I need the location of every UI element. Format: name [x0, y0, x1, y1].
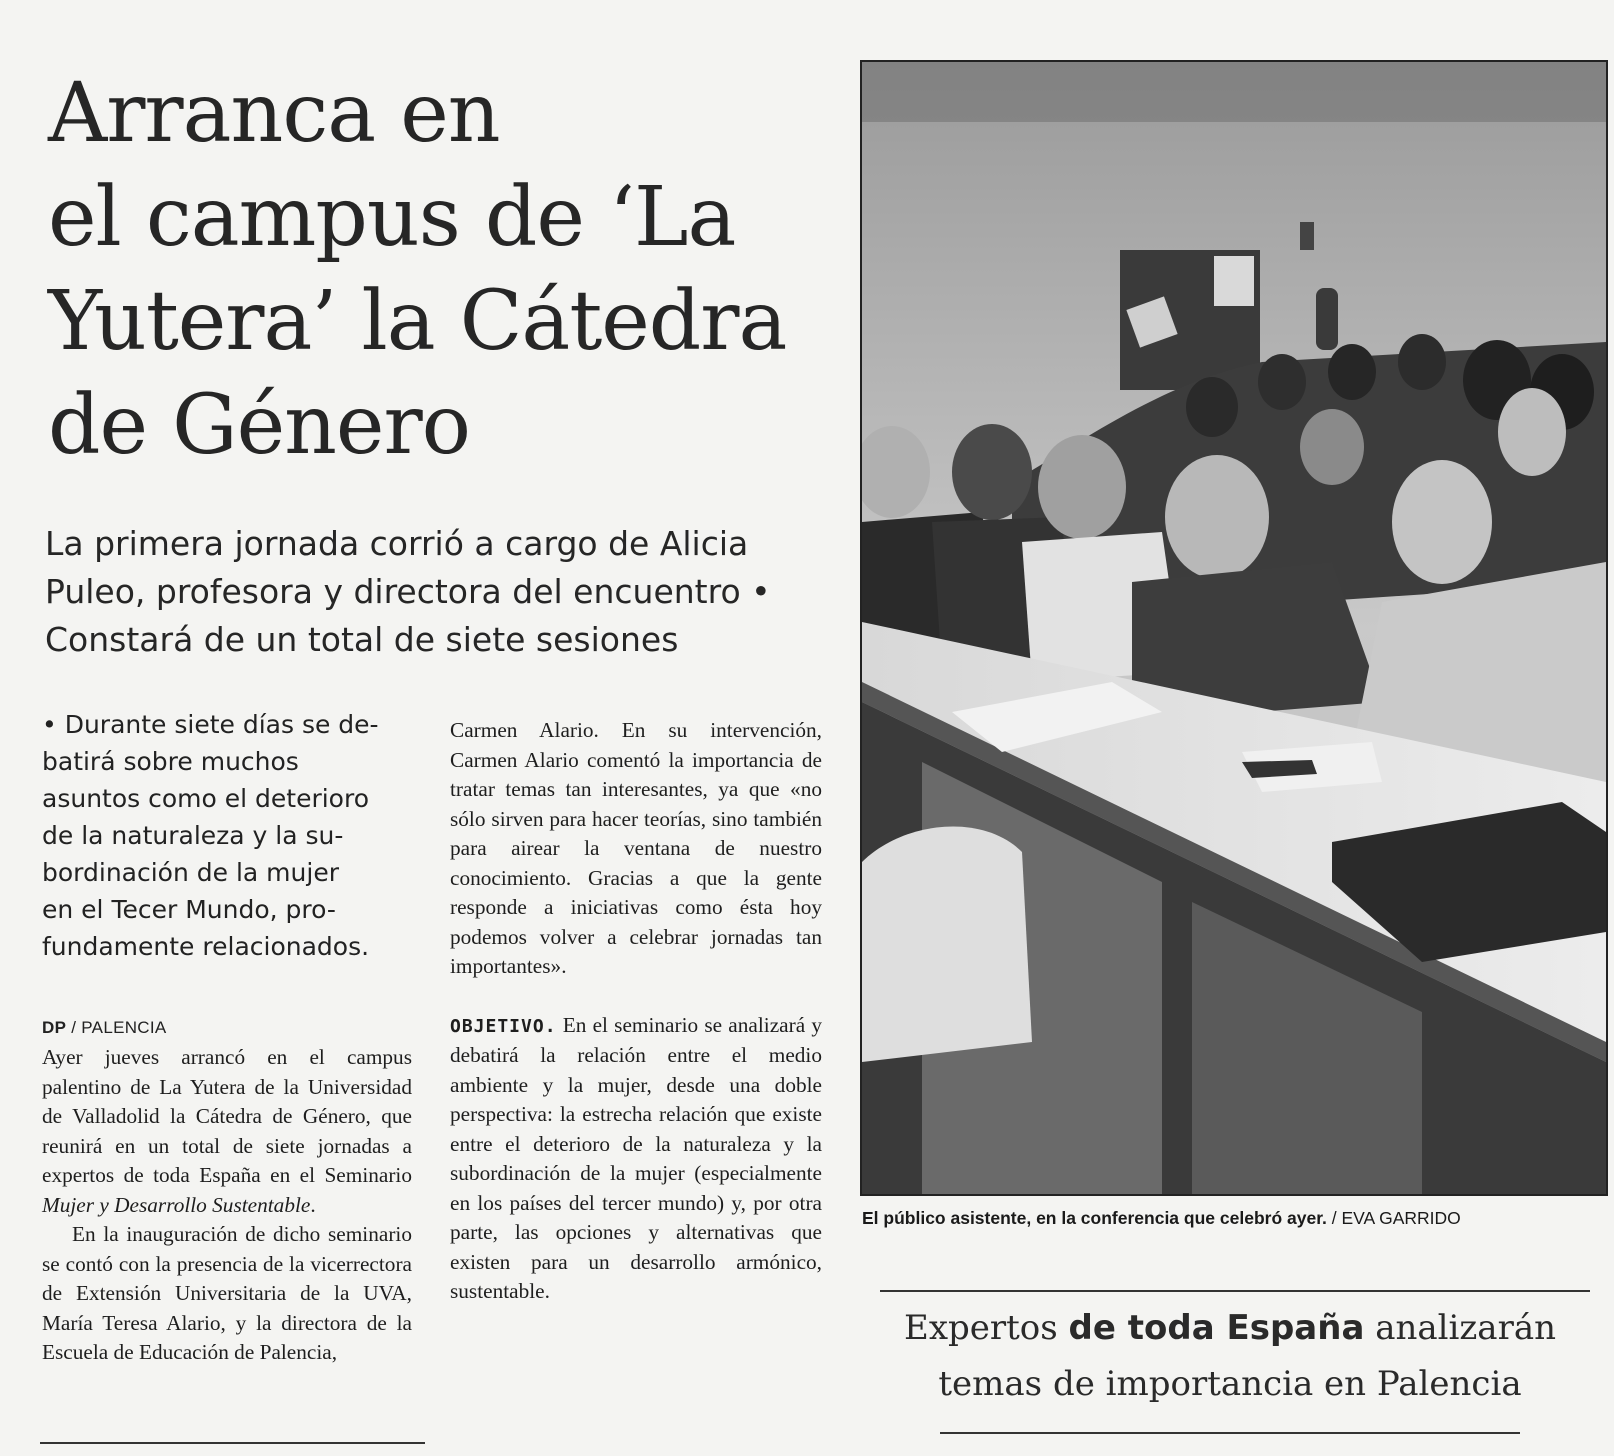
- headline-line: Yutera’ la Cátedra: [48, 274, 787, 369]
- subheadline-line: La primera jornada corrió a cargo de Alicia: [45, 524, 749, 563]
- byline-separator: /: [66, 1018, 82, 1037]
- pullquote: [880, 1300, 1580, 1412]
- bag: [862, 827, 1032, 1062]
- bottom-rule: [40, 1442, 425, 1444]
- news-photo: [860, 60, 1608, 1196]
- pullquote-text: analizarán: [1364, 1308, 1556, 1348]
- photo-credit: EVA GARRIDO: [1341, 1208, 1461, 1228]
- pullquote-rule-bottom: [940, 1432, 1520, 1434]
- body-column-1: [42, 1043, 412, 1368]
- pullquote-text: Expertos: [904, 1308, 1069, 1348]
- headline-line: el campus de ‘La: [48, 170, 736, 265]
- body-text: .: [310, 1192, 316, 1217]
- caption-separator: /: [1326, 1208, 1342, 1228]
- byline-location: PALENCIA: [81, 1018, 167, 1037]
- body-paragraph: En la inauguración de dicho seminario se contó con la presencia de la vicerrectora de Extensión Universitaria de la UVA, María Teresa Alario, y la directora de la Escuela de Educación de Palencia,: [42, 1222, 412, 1364]
- body-column-2: [450, 716, 822, 1307]
- lead-line: asuntos como el deterioro: [42, 784, 369, 813]
- fire-extinguisher: [1316, 288, 1338, 350]
- headline-line: de Género: [48, 378, 471, 473]
- headline: [48, 62, 828, 478]
- lead-line: bordinación de la mujer: [42, 858, 339, 887]
- pullquote-emphasis: de toda España: [1068, 1308, 1365, 1348]
- body-text: En el seminario se analizará y debatirá la relación entre el medio ambiente y la mujer, desde una doble perspectiva: la estrecha relación que existe entre el deterioro de la naturaleza y la subordinación de la mujer (especialmente en los países del tercer mundo) y, por otra parte, las opciones y alternativas que existen para un desarrollo armónico, sustentable.: [450, 1012, 822, 1303]
- subheadline-line: Puleo, profesora y directora del encuentro •: [45, 572, 771, 611]
- pullquote-line: [880, 1300, 1580, 1356]
- photo-illustration: [862, 62, 1606, 1194]
- byline-agency: DP: [42, 1018, 67, 1037]
- lead-line: en el Tecer Mundo, pro-: [42, 895, 336, 924]
- lead-line: fundamente relacionados.: [42, 932, 370, 961]
- lead-line: de la naturaleza y la su-: [42, 821, 344, 850]
- photo-caption: [862, 1208, 1461, 1229]
- subheadline: [45, 520, 805, 664]
- body-paragraph: [42, 1043, 412, 1220]
- byline: [42, 1018, 167, 1038]
- body-paragraph: [450, 1011, 822, 1307]
- seminar-title: Mujer y Desarrollo Sustentable: [42, 1192, 311, 1217]
- body-text: Ayer jueves arrancó en el campus palentino de La Yutera de la Universidad de Valladolid la Cátedra de Género, que reunirá en un total de siete jornadas a expertos de toda España en el Seminario: [42, 1045, 412, 1187]
- caption-text: El público asistente, en la conferencia que celebró ayer.: [862, 1208, 1327, 1228]
- pullquote-rule-top: [880, 1290, 1590, 1292]
- headline-line: Arranca en: [48, 66, 500, 161]
- body-paragraph: Carmen Alario. En su intervención, Carmen Alario comentó la importancia de tratar temas tan interesantes, ya que «no sólo sirven para hacer teorías, sino también para airear la ventana de nuestro conocimiento. Gracias a que la gente responde a iniciativas como ésta hoy podemos volver a celebrar jornadas tan importantes».: [450, 718, 822, 978]
- lead-line: batirá sobre muchos: [42, 747, 299, 776]
- lead-line: • Durante siete días se de-: [42, 710, 379, 739]
- lead-summary: [42, 706, 392, 965]
- section-kicker: OBJETIVO.: [450, 1015, 557, 1037]
- subheadline-line: Constará de un total de siete sesiones: [45, 620, 679, 659]
- pullquote-line: temas de importancia en Palencia: [938, 1364, 1522, 1404]
